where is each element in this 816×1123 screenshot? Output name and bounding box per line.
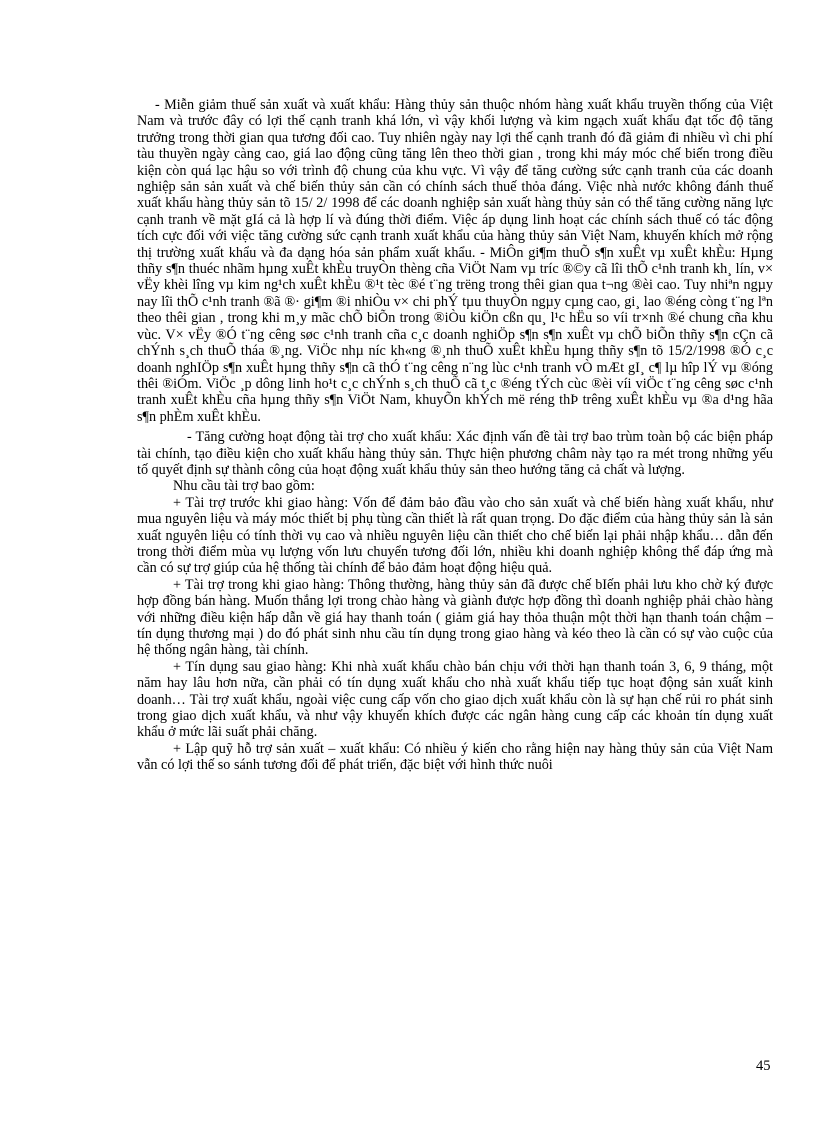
paragraph-tax-exemption: - Miễn giảm thuế sản xuất và xuất khẩu: Hàng thủy sản thuộc nhóm hàng xuất khẩu truyền thống của Việt Nam và trước đây có lợi thế cạnh tranh khá lớn, vì vậy khối lượng và kim ngạch xuất khẩu đạt tốc độ tăng trưởng trong thời gian qua tương đối cao. Tuy nhiên ngày nay lợi thế cạnh tranh đó đã giảm đi nhiều vì chi phí tàu thuyền ngày càng cao, giá lao động cũng tăng lên theo thời gian , trong khi máy móc chế biến trong điều kiện còn quá lạc hậu so với trình độ chung của khu vực. Vì vậy để tăng cường sức cạnh tranh của các doanh nghiệp sản sản xuất và chế biến thủy sản cần có chính sách thuế thỏa đáng. Việc nhà nước không đánh thuế xuất khẩu hàng thủy sản tõ 15/ 2/ 1998 để các doanh nghiệp sản xuất hàng thủy sản có thể tăng cường năng lực cạnh tranh về mặt gIá cả là hợp lí và đúng thời điểm. Việc áp dụng linh hoạt các chính sách thuế có tác động tích cực đối với việc tăng cường sức cạnh tranh xuất khẩu của hàng thủy sản Việt Nam, khuyến khích mở rộng thị trường xuất khẩu và đa dạng hóa sản phẩm xuất khẩu. - MiÔn gi¶m thuÕ s¶n xuÊt vµ xuÊt khÈu: Hµng thñy s¶n thuéc nhãm hµng xuÊt khÈu truyÒn thèng cña ViÖt Nam vµ tríc ®©y cã lîi thÕ c¹nh tranh kh¸ lín, v× vËy khèi lîng vµ kim ng¹ch xuÊt khÈu ®¹t tèc ®é t¨ng trëng trong thêi gian qua t¬ng ®èi cao. Tuy nhiªn ngµy nay lîi thÕ c¹nh tranh ®ã ®· gi¶m ®i nhiÒu v× chi phÝ tµu thuyÒn ngµy cµng cao, gi¸ lao ®éng còng t¨ng lªn theo thêi gian , trong khi m¸y mãc chÕ biÕn trong ®iÒu kiÖn cßn qu¸ l¹c hËu so víi tr×nh ®é chung cña khu vùc. V× vËy ®Ó t¨ng cêng søc c¹nh tranh cña c¸c doanh nghiÖp s¶n s¶n xuÊt vµ chÕ biÕn thñy s¶n cÇn cã chÝnh s¸ch thuÕ tháa ®¸ng. ViÖc nhµ níc kh«ng ®¸nh thuÕ xuÊt khÈu hµng thñy s¶n tõ 15/2/1998 ®Ó c¸c doanh nghIÖp s¶n xuÊt hµng thñy s¶n cã thÓ t¨ng cêng n¨ng lùc c¹nh tranh vÒ mÆt gI¸ c¶ lµ hîp lÝ vµ ®óng thêi ®iÓm. ViÖc ¸p dông linh ho¹t c¸c chÝnh s¸ch thuÕ cã t¸c ®éng tÝch cùc ®èi víi viÖc t¨ng cêng søc c¹nh tranh xuÊt khÈu cña hµng thñy s¶n ViÖt Nam, khuyÕn khÝch më réng thÞ trêng xuÊt khÈu vµ ®a d¹ng hãa s¶n phÈm xuÊt khÈu.: [137, 97, 773, 425]
paragraph-export-finance: - Tăng cường hoạt động tài trợ cho xuất khẩu: Xác định vấn đề tài trợ bao trùm toàn bộ các biện pháp tài chính, tạo điều kiện cho xuất khẩu hàng thủy sản. Thực hiện phương châm này tạo ra mét trong những yếu tố quyết định sự thành công của hoạt động xuất khẩu thủy sản theo hướng tăng cả chất và lượng.: [137, 429, 773, 478]
paragraph-pre-shipment: + Tài trợ trước khi giao hàng: Vốn để đảm bảo đầu vào cho sản xuất và chế biến hàng xuất khẩu, như mua nguyên liệu và máy móc thiết bị phụ tùng cần thiết là rất quan trọng. Do đặc điểm của hàng thủy sản là sản xuất nguyên liệu có tính thời vụ cao và nhiều nguyên liệu cần thiết cho chế biến lại phải nhập khẩu… dẫn đến trong thời điểm mùa vụ lượng vốn lưu chuyển tương đối lớn, nhiều khi doanh nghiệp không thể đáp ứng mà cần có sự trợ giúp của hệ thống tài chính để bảo đảm hoạt động hiệu quả.: [137, 494, 773, 577]
paragraph-finance-needs: Nhu cầu tài trợ bao gồm:: [173, 478, 315, 495]
paragraph-during-shipment: + Tài trợ trong khi giao hàng: Thông thường, hàng thủy sản đã được chế bIến phải lưu kho chờ ký được hợp đồng bán hàng. Muốn thắng lợi trong chào hàng và giành được hợp đồng thì doanh nghiệp phải chào hàng với những điều kiện hấp dẫn về giá hay thanh toán ( giảm giá hay thỏa thuận một thời hạn thanh toán chậm – tín dụng thương mại ) do đó phát sinh nhu cầu tín dụng trong giao hàng và kéo theo là cần có sự vào cuộc của hệ thống ngân hàng, tài chính.: [137, 576, 773, 659]
document-body: [137, 97, 773, 774]
page-number: 45: [756, 1058, 771, 1074]
paragraph-support-fund: + Lập quỹ hỗ trợ sản xuất – xuất khẩu: Có nhiều ý kiến cho rằng hiện nay hàng thủy sản của Việt Nam vẫn có lợi thế so sánh tương đối để phát triển, đặc biệt với hình thức nuôi: [137, 740, 773, 774]
paragraph-post-shipment: + Tín dụng sau giao hàng: Khi nhà xuất khẩu chào bán chịu với thời hạn thanh toán 3, 6, 9 tháng, một năm hay lâu hơn nữa, cần phải có tín dụng xuất khẩu cho nhà xuất khẩu tiếp tục hoạt động sản xuất kinh doanh… Tài trợ xuất khẩu, ngoài việc cung cấp vốn cho giao dịch xuất khẩu còn là sự hạn chế rủi ro phát sinh trong giao dịch xuất khẩu, và như vậy khuyến khích được các ngân hàng cung cấp các khoản tín dụng xuất khẩu ở mức lãi suất phải chăng.: [137, 658, 773, 741]
